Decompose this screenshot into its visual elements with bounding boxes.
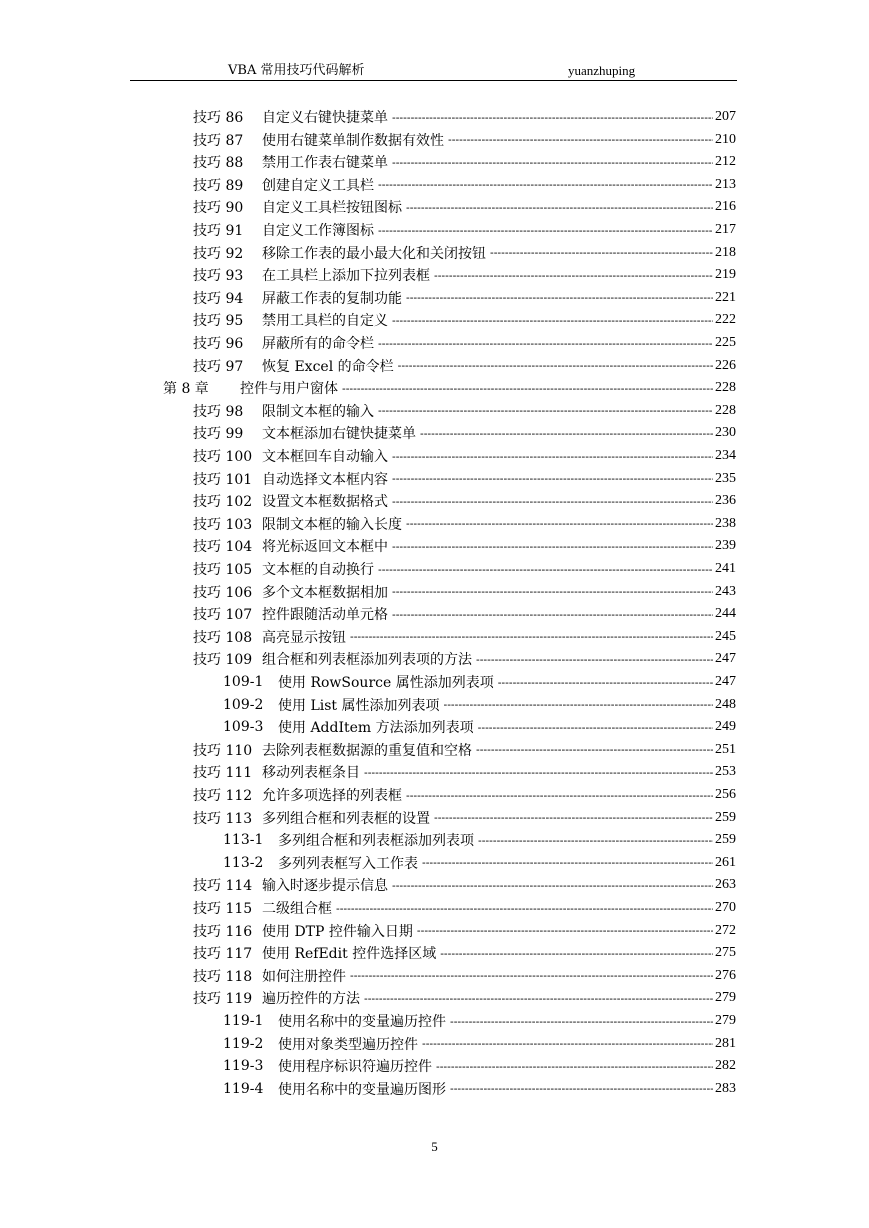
toc-dot-leader bbox=[364, 992, 713, 1005]
toc-entry-title: 允许多项选择的列表框 bbox=[262, 788, 402, 804]
toc-entry-number: 119-1 bbox=[223, 1013, 264, 1029]
toc-dot-leader bbox=[434, 269, 713, 282]
toc-entry-page: 238 bbox=[715, 515, 736, 531]
toc-entry-title: 输入时逐步提示信息 bbox=[262, 878, 388, 895]
toc-entry-number: 技巧 118 bbox=[193, 968, 253, 985]
toc-dot-leader bbox=[422, 1037, 713, 1050]
toc-entry-number: 技巧 109 bbox=[193, 652, 253, 669]
toc-entry bbox=[193, 581, 736, 603]
page-header bbox=[130, 62, 737, 81]
toc-entry bbox=[193, 965, 736, 987]
toc-dot-leader bbox=[392, 156, 713, 169]
toc-entry-page: 225 bbox=[715, 335, 736, 350]
toc-entry-page: 272 bbox=[715, 922, 736, 938]
toc-subentry bbox=[223, 1055, 736, 1077]
toc-dot-leader bbox=[406, 201, 713, 214]
toc-dot-leader bbox=[392, 495, 713, 508]
toc-entry-number: 109-2 bbox=[223, 696, 264, 713]
toc-entry-title: 创建自定义工具栏 bbox=[262, 177, 374, 194]
toc-entry-title: 限制文本框的输入长度 bbox=[262, 516, 402, 533]
toc-entry-page: 282 bbox=[715, 1058, 736, 1074]
toc-entry bbox=[193, 942, 736, 964]
toc-entry-page: 228 bbox=[715, 380, 736, 396]
toc-entry-number: 技巧 89 bbox=[193, 177, 244, 194]
toc-entry-page: 283 bbox=[715, 1080, 736, 1096]
toc-entry-page: 245 bbox=[715, 628, 736, 644]
toc-entry-title: 文本框的自动换行 bbox=[262, 562, 374, 578]
toc-entry-page: 275 bbox=[715, 945, 736, 961]
toc-dot-leader bbox=[392, 450, 713, 463]
toc-entry-number: 技巧 107 bbox=[193, 607, 253, 624]
toc-entry bbox=[193, 400, 736, 422]
page-number: 5 bbox=[431, 1139, 438, 1154]
toc-entry-number: 技巧 106 bbox=[193, 584, 253, 601]
toc-entry-number: 技巧 91 bbox=[193, 223, 244, 239]
header-book-title: VBA 常用技巧代码解析 bbox=[228, 63, 365, 78]
toc-entry-title: 屏蔽所有的命令栏 bbox=[262, 336, 374, 352]
toc-dot-leader bbox=[378, 337, 713, 350]
toc-entry-title: 使用 RowSource 属性添加列表项 bbox=[278, 675, 494, 691]
toc-entry-number: 技巧 95 bbox=[193, 313, 244, 330]
toc-entry bbox=[193, 332, 736, 354]
toc-entry-page: 212 bbox=[715, 154, 736, 170]
toc-entry bbox=[193, 106, 736, 128]
toc-entry bbox=[193, 129, 736, 151]
toc-entry-title: 使用 AddItem 方法添加列表项 bbox=[278, 720, 474, 737]
toc-entry-page: 230 bbox=[715, 425, 736, 441]
toc-dot-leader bbox=[378, 178, 713, 191]
toc-entry-title: 自定义右键快捷菜单 bbox=[262, 110, 388, 126]
toc-dot-leader bbox=[392, 540, 713, 553]
toc-entry-title: 禁用工作表右键菜单 bbox=[262, 155, 388, 172]
toc-entry-title: 移动列表框条目 bbox=[262, 765, 360, 782]
toc-entry-title: 在工具栏上添加下拉列表框 bbox=[262, 268, 430, 285]
toc-entry-title: 如何注册控件 bbox=[262, 968, 346, 985]
toc-entry-page: 261 bbox=[715, 854, 736, 870]
toc-entry-title: 将光标返回文本框中 bbox=[262, 539, 388, 556]
toc-entry-page: 210 bbox=[715, 131, 736, 147]
toc-entry-number: 技巧 99 bbox=[193, 426, 244, 443]
toc-entry-title: 屏蔽工作表的复制功能 bbox=[262, 290, 402, 307]
toc-dot-leader bbox=[450, 1082, 713, 1095]
toc-entry-number: 技巧 92 bbox=[193, 245, 244, 262]
toc-entry-title: 多个文本框数据相加 bbox=[262, 584, 388, 601]
toc-entry-title: 使用名称中的变量遍历控件 bbox=[278, 1014, 446, 1030]
toc-entry-number: 技巧 104 bbox=[193, 539, 253, 556]
toc-entry-page: 213 bbox=[715, 176, 736, 192]
toc-entry-page: 247 bbox=[715, 674, 736, 689]
toc-entry-page: 279 bbox=[715, 990, 736, 1006]
toc-entry bbox=[193, 355, 736, 377]
toc-dot-leader bbox=[378, 404, 713, 417]
toc-entry-page: 234 bbox=[715, 448, 736, 463]
toc-dot-leader bbox=[336, 902, 713, 915]
toc-dot-leader bbox=[392, 879, 713, 892]
toc-dot-leader bbox=[476, 653, 713, 666]
toc-entry-page: 244 bbox=[715, 606, 736, 622]
toc-dot-leader bbox=[398, 359, 713, 372]
toc-dot-leader bbox=[448, 133, 713, 146]
toc-entry-page: 248 bbox=[715, 696, 736, 712]
toc-entry-number: 技巧 86 bbox=[193, 110, 244, 126]
toc-dot-leader bbox=[422, 856, 713, 869]
toc-entry-number: 技巧 100 bbox=[193, 449, 253, 465]
toc-entry-number: 109-3 bbox=[223, 719, 264, 736]
toc-dot-leader bbox=[444, 698, 714, 711]
toc-entry-number: 119-3 bbox=[223, 1058, 264, 1075]
toc-entry-title: 遍历控件的方法 bbox=[262, 991, 360, 1008]
toc-subentry bbox=[223, 671, 736, 693]
toc-entry-page: 241 bbox=[715, 561, 736, 576]
toc-entry-number: 技巧 96 bbox=[193, 336, 244, 352]
toc-entry-title: 高亮显示按钮 bbox=[262, 629, 346, 646]
toc-entry bbox=[193, 874, 736, 896]
toc-entry bbox=[193, 219, 736, 241]
toc-entry-number: 技巧 97 bbox=[193, 358, 244, 375]
toc-entry-title: 移除工作表的最小最大化和关闭按钮 bbox=[262, 245, 486, 262]
toc-subentry bbox=[223, 829, 736, 851]
toc-entry-page: 228 bbox=[715, 402, 736, 418]
toc-dot-leader bbox=[476, 743, 713, 756]
toc-entry-number: 技巧 116 bbox=[193, 923, 253, 940]
toc-entry-number: 109-1 bbox=[223, 674, 264, 690]
toc-entry-page: 263 bbox=[715, 877, 736, 893]
toc-entry-title: 多列组合框和列表框的设置 bbox=[262, 810, 430, 827]
toc-entry-title: 文本框添加右键快捷菜单 bbox=[262, 426, 416, 443]
toc-entry-page: 222 bbox=[715, 312, 736, 328]
toc-entry bbox=[193, 422, 736, 444]
toc-entry-number: 技巧 113 bbox=[193, 810, 253, 827]
toc-dot-leader bbox=[350, 630, 713, 643]
toc-subentry bbox=[223, 852, 736, 874]
toc-dot-leader bbox=[436, 1060, 713, 1073]
toc-entry-page: 219 bbox=[715, 267, 736, 283]
toc-entry bbox=[193, 987, 736, 1009]
toc-entry bbox=[193, 513, 736, 535]
toc-entry-title: 二级组合框 bbox=[262, 901, 332, 917]
toc-entry-title: 去除列表框数据源的重复值和空格 bbox=[262, 742, 472, 759]
toc-entry-page: 207 bbox=[715, 109, 736, 124]
toc-chapter-entry bbox=[163, 377, 736, 399]
toc-entry bbox=[193, 264, 736, 286]
toc-entry-title: 自动选择文本框内容 bbox=[262, 471, 388, 488]
toc-dot-leader bbox=[434, 811, 713, 824]
toc-entry-number: 113-1 bbox=[223, 832, 264, 849]
toc-entry-number: 技巧 102 bbox=[193, 494, 253, 511]
toc-entry-page: 247 bbox=[715, 651, 736, 667]
toc-entry-number: 技巧 112 bbox=[193, 788, 253, 804]
toc-entry-page: 243 bbox=[715, 583, 736, 599]
toc-dot-leader bbox=[392, 111, 713, 124]
toc-entry-number: 技巧 93 bbox=[193, 268, 244, 285]
toc-entry-number: 119-2 bbox=[223, 1035, 264, 1052]
toc-dot-leader bbox=[392, 608, 713, 621]
toc-dot-leader bbox=[392, 314, 713, 327]
toc-dot-leader bbox=[417, 924, 713, 937]
toc-entry-page: 216 bbox=[715, 199, 736, 215]
toc-subentry bbox=[223, 1078, 736, 1100]
toc-entry-title: 自定义工作簿图标 bbox=[262, 223, 374, 239]
toc-dot-leader bbox=[450, 1015, 713, 1028]
toc-dot-leader bbox=[350, 969, 713, 982]
toc-dot-leader bbox=[490, 246, 713, 259]
toc-entry-page: 276 bbox=[715, 967, 736, 983]
toc-entry-number: 技巧 103 bbox=[193, 516, 253, 533]
toc-entry-title: 使用 List 属性添加列表项 bbox=[278, 697, 440, 714]
toc-entry-page: 217 bbox=[715, 222, 736, 237]
toc-entry-title: 设置文本框数据格式 bbox=[262, 494, 388, 511]
toc-entry-page: 279 bbox=[715, 1013, 736, 1028]
toc-entry-title: 自定义工具栏按钮图标 bbox=[262, 200, 402, 217]
toc-entry-title: 多列组合框和列表框添加列表项 bbox=[278, 833, 474, 850]
toc-entry-number: 技巧 88 bbox=[193, 155, 244, 172]
toc-dot-leader bbox=[440, 947, 713, 960]
toc-entry-number: 113-2 bbox=[223, 854, 264, 871]
toc-dot-leader bbox=[392, 472, 713, 485]
toc-entry-number: 第 8 章 bbox=[163, 381, 209, 398]
toc-entry bbox=[193, 535, 736, 557]
toc-entry-title: 组合框和列表框添加列表项的方法 bbox=[262, 652, 472, 669]
toc-entry-number: 技巧 110 bbox=[193, 742, 253, 759]
toc-entry bbox=[193, 196, 736, 218]
toc-entry bbox=[193, 920, 736, 942]
toc-entry bbox=[193, 242, 736, 264]
toc-entry-page: 226 bbox=[715, 357, 736, 373]
toc-dot-leader bbox=[364, 766, 713, 779]
toc-entry-number: 技巧 117 bbox=[193, 946, 253, 963]
toc-dot-leader bbox=[478, 834, 713, 847]
toc-dot-leader bbox=[498, 676, 713, 689]
toc-entry bbox=[193, 626, 736, 648]
toc-entry-title: 控件与用户窗体 bbox=[240, 381, 338, 398]
toc-entry bbox=[193, 807, 736, 829]
toc-entry bbox=[193, 309, 736, 331]
toc-entry-page: 236 bbox=[715, 493, 736, 509]
toc-entry bbox=[193, 174, 736, 196]
toc-entry-title: 恢复 Excel 的命令栏 bbox=[262, 358, 394, 375]
toc-dot-leader bbox=[420, 427, 713, 440]
toc-entry-page: 235 bbox=[715, 470, 736, 486]
toc-entry-number: 技巧 105 bbox=[193, 562, 253, 578]
toc-subentry bbox=[223, 1033, 736, 1055]
toc-entry-page: 281 bbox=[715, 1035, 736, 1051]
toc-entry-number: 技巧 98 bbox=[193, 403, 244, 420]
toc-entry-number: 技巧 90 bbox=[193, 200, 244, 217]
toc-entry-page: 251 bbox=[715, 741, 736, 757]
toc-entry-title: 文本框回车自动输入 bbox=[262, 449, 388, 465]
toc-entry bbox=[193, 445, 736, 467]
toc-entry bbox=[193, 603, 736, 625]
toc-entry-page: 249 bbox=[715, 719, 736, 735]
toc-entry bbox=[193, 287, 736, 309]
toc-entry-page: 259 bbox=[715, 809, 736, 825]
toc-entry-page: 270 bbox=[715, 900, 736, 915]
toc-entry-title: 使用 RefEdit 控件选择区域 bbox=[262, 946, 437, 963]
toc-entry-number: 119-4 bbox=[223, 1080, 264, 1097]
toc-entry-number: 技巧 94 bbox=[193, 290, 244, 307]
toc-entry-title: 多列列表框写入工作表 bbox=[278, 855, 418, 872]
toc-subentry bbox=[223, 716, 736, 738]
toc-entry-page: 218 bbox=[715, 244, 736, 260]
toc-entry bbox=[193, 739, 736, 761]
toc-entry-page: 256 bbox=[715, 787, 736, 802]
toc-dot-leader bbox=[406, 291, 713, 304]
toc-dot-leader bbox=[406, 517, 713, 530]
toc-entry-number: 技巧 115 bbox=[193, 901, 253, 917]
toc-entry-title: 禁用工具栏的自定义 bbox=[262, 313, 388, 330]
toc-entry-title: 限制文本框的输入 bbox=[262, 403, 374, 420]
toc-entry bbox=[193, 897, 736, 919]
toc-entry-title: 使用右键菜单制作数据有效性 bbox=[262, 132, 444, 149]
toc-subentry bbox=[223, 694, 736, 716]
toc-entry bbox=[193, 558, 736, 580]
toc-dot-leader bbox=[378, 563, 713, 576]
toc-entry-number: 技巧 87 bbox=[193, 132, 244, 149]
toc-entry-title: 控件跟随活动单元格 bbox=[262, 607, 388, 624]
toc-entry bbox=[193, 468, 736, 490]
toc-entry-page: 239 bbox=[715, 538, 736, 554]
toc-entry-number: 技巧 119 bbox=[193, 991, 253, 1008]
toc-entry-page: 221 bbox=[715, 289, 736, 305]
header-author: yuanzhuping bbox=[568, 63, 636, 78]
toc-entry-number: 技巧 111 bbox=[193, 765, 253, 782]
toc-entry bbox=[193, 784, 736, 806]
toc-entry-title: 使用程序标识符遍历控件 bbox=[278, 1059, 432, 1076]
toc-entry-title: 使用名称中的变量遍历图形 bbox=[278, 1081, 446, 1098]
toc-entry-title: 使用 DTP 控件输入日期 bbox=[262, 923, 413, 940]
toc-entry-title: 使用对象类型遍历控件 bbox=[278, 1036, 418, 1053]
toc-entry bbox=[193, 490, 736, 512]
toc-entry-number: 技巧 101 bbox=[193, 471, 253, 488]
toc-entry-page: 253 bbox=[715, 764, 736, 780]
toc-dot-leader bbox=[392, 585, 713, 598]
toc-dot-leader bbox=[378, 224, 713, 237]
toc-entry bbox=[193, 151, 736, 173]
toc-dot-leader bbox=[406, 789, 713, 802]
toc-dot-leader bbox=[342, 382, 713, 395]
toc-dot-leader bbox=[478, 721, 713, 734]
toc-entry-number: 技巧 114 bbox=[193, 878, 253, 895]
toc-subentry bbox=[223, 1010, 736, 1032]
toc-entry-number: 技巧 108 bbox=[193, 629, 253, 646]
toc-entry bbox=[193, 761, 736, 783]
toc-entry-page: 259 bbox=[715, 832, 736, 848]
toc-entry bbox=[193, 648, 736, 670]
